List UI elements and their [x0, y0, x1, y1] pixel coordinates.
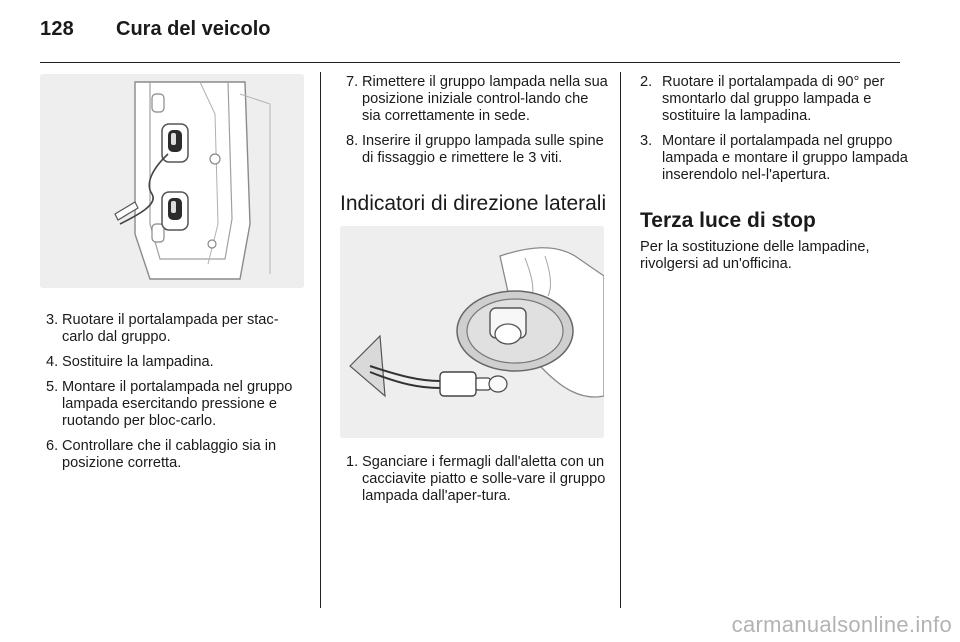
section-heading-terza-luce: Terza luce di stop: [640, 209, 816, 232]
list-item: 4. Sostituire la lampadina.: [46, 354, 214, 370]
column-1: [40, 74, 308, 480]
steps-list-3: [640, 74, 908, 184]
list-item: 8. Inserire il gruppo lampada sulle spine di fissaggio e rimettere le 3 viti.: [346, 133, 604, 166]
list-item: 3. Ruotare il portalampada per stac-carlo dal gruppo.: [46, 312, 279, 345]
column-divider-1: [320, 72, 321, 608]
header-divider: [40, 62, 900, 63]
list-item: 1. Sganciare i fermagli dall'aletta con un cacciavite piatto e solle-vare il gruppo lampada dall'aper-tura.: [346, 454, 606, 504]
steps-list-2-top: [340, 74, 608, 167]
paragraph: Per la sostituzione delle lampadine, rivolgersi ad un'officina.: [640, 239, 870, 272]
column-2: [340, 74, 608, 513]
column-divider-2: [620, 72, 621, 608]
page-number: 128: [40, 18, 74, 40]
list-item: 6. Controllare che il cablaggio sia in posizione corretta.: [46, 438, 277, 471]
page-title: Cura del veicolo: [116, 18, 271, 40]
list-item: 7. Rimettere il gruppo lampada nella sua posizione iniziale control-lando che sia correttamente in sede.: [346, 74, 608, 124]
steps-list-1: [40, 312, 308, 472]
list-item: 5. Montare il portalampada nel gruppo lampada esercitando pressione e ruotando per bloc-carlo.: [46, 379, 293, 429]
side-indicator-illustration: [340, 226, 604, 438]
watermark: carmanualsonline.info: [731, 612, 952, 637]
column-3: [640, 74, 908, 273]
lamp-holder-figure: [40, 74, 304, 288]
steps-list-2-bottom: [340, 454, 608, 505]
section-heading-indicatori: Indicatori di direzione laterali: [340, 192, 607, 215]
list-item: 3. Montare il portalampada nel gruppo lampada e montare il gruppo lampada inserendolo nel-l'apertura.: [640, 133, 908, 183]
lamp-holder-illustration: [40, 74, 304, 288]
side-indicator-figure: [340, 226, 604, 438]
list-item: 2. Ruotare il portalampada di 90° per smontarlo dal gruppo lampada e sostituire la lampadina.: [640, 74, 885, 124]
